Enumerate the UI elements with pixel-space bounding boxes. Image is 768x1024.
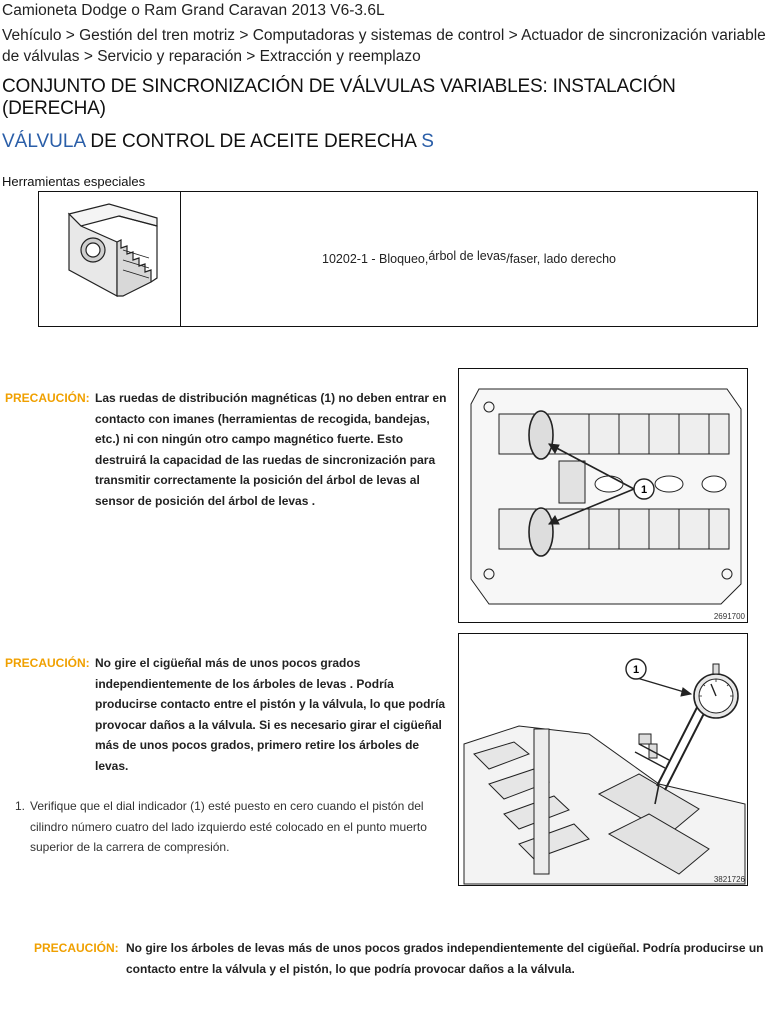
tool-side: /faser, lado derecho xyxy=(506,252,616,266)
caution-text-3: No gire los árboles de levas más de unos pocos grados independientemente del cigüeñal. Podría producirse un contacto entre la válvula y el pistón, lo que podría provocar daños a la válvula. xyxy=(126,941,764,976)
tool-number: 10202-1 - Bloqueo, xyxy=(322,252,429,266)
caution-text-2: No gire el cigüeñal más de unos pocos grados independientemente de los árboles de levas . Podría producirse contacto entre el pistón y la válvula, lo que podría provocar daños a la válvula. Si es necesario girar el cigüeñal más de unos pocos grados, primero retire los árboles de levas. xyxy=(95,656,446,773)
tool-description xyxy=(181,192,757,326)
figure-code-1: 2691700 xyxy=(713,612,745,621)
section-heading-text: DE CONTROL DE ACEITE DERECHA xyxy=(85,131,422,152)
dial-indicator-figure xyxy=(458,633,748,886)
caution-text-1: Las ruedas de distribución magnéticas (1) no deben entrar en contacto con imanes (herramientas de recogida, bandejas, etc.) ni con ningún otro campo magnético fuerte. Esto destruirá la capacidad de las ruedas de sincronización para transmitir correctamente la posición del árbol de levas al sensor de posición del árbol de levas . xyxy=(95,391,447,508)
caution-label-2: PRECAUCIÓN: xyxy=(5,656,90,670)
callout-1-fig1: 1 xyxy=(640,484,648,496)
callout-1-fig2: 1 xyxy=(632,664,640,676)
step-text-1: Verifique que el dial indicador (1) esté puesto en cero cuando el pistón del cilindro número cuatro del lado izquierdo esté colocado en el punto muerto superior de la carrera de compresión. xyxy=(30,799,427,854)
tool-image-cell xyxy=(39,192,181,326)
cylinder-head-illustration xyxy=(459,369,747,622)
document-title: Camioneta Dodge o Ram Grand Caravan 2013 V6-3.6L xyxy=(2,2,385,19)
camshaft-lock-tool-illustration xyxy=(39,192,180,326)
figure-code-2: 3821726 xyxy=(713,875,745,884)
section-heading-link[interactable]: VÁLVULA xyxy=(2,131,86,152)
dial-indicator-illustration xyxy=(459,634,747,885)
timing-wheels-figure xyxy=(458,368,748,623)
page-title: CONJUNTO DE SINCRONIZACIÓN DE VÁLVULAS VARIABLES: INSTALACIÓN (DERECHA) xyxy=(2,76,676,119)
caution-label-1: PRECAUCIÓN: xyxy=(5,391,90,405)
breadcrumb: Vehículo > Gestión del tren motriz > Computadoras y sistemas de control > Actuador de sincronización variable de válvulas > Servicio y reparación > Extracción y reemplazo xyxy=(2,27,766,65)
section-heading xyxy=(2,131,434,153)
tool-link-camshaft[interactable]: árbol de levas xyxy=(428,249,507,263)
special-tools-label: Herramientas especiales xyxy=(2,174,146,189)
caution-label-3: PRECAUCIÓN: xyxy=(34,941,119,955)
step-number-1: 1. xyxy=(15,799,26,813)
special-tools-table xyxy=(38,191,758,327)
section-heading-suffix: S xyxy=(421,131,434,152)
